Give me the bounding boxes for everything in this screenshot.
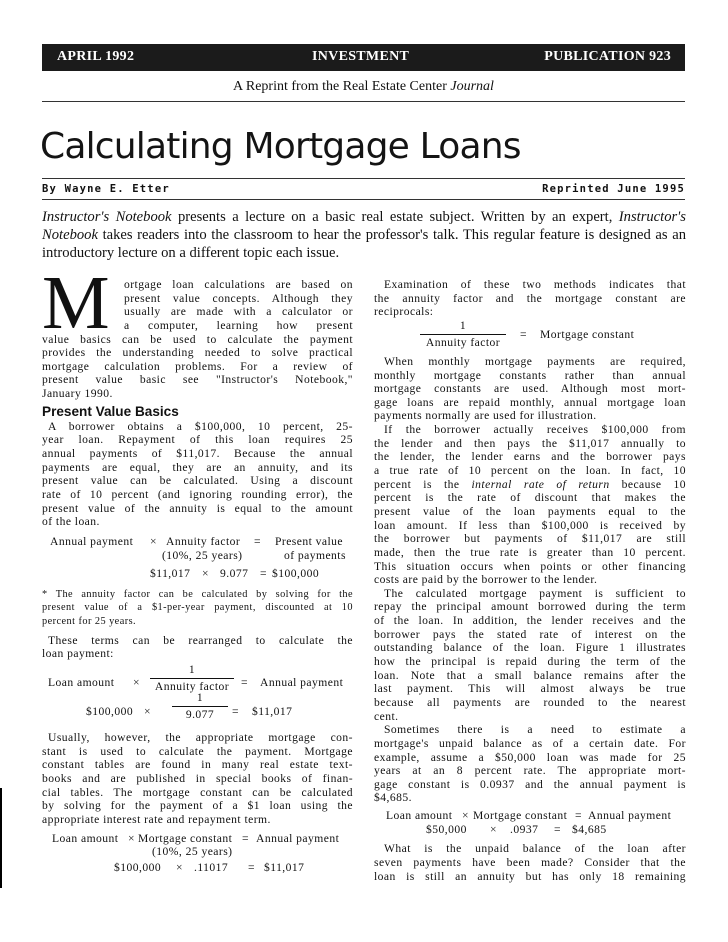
- paragraph: When monthly mortgage payments are required, monthly mortgage constants rather than annual mortgage constants are used. Although most mort- gage loans are repaid monthly, annual mortgage loan payments normally are used for illustration.: [374, 354, 686, 423]
- drop-cap: M: [42, 261, 110, 345]
- reprint-date: Reprinted June 1995: [542, 183, 685, 195]
- footnote: * The annuity factor can be calculated by solving for the present value of a $1-per-year payment, discounted at 10 percent for 25 years.: [42, 588, 353, 628]
- divider: [42, 199, 685, 200]
- issue-date: APRIL 1992: [57, 49, 135, 64]
- left-column: [42, 278, 353, 874]
- paragraph: A borrower obtains a $100,000, 10 percent, 25- year loan. Repayment of this loan requires 25 annual payments of $11,017. Because the annual payments are equal, they are an annuity, and its present value can be calculated. Using a discount rate of 10 percent (and ignoring rounding error), the present value of the annuity is equal to the amount of the loan.: [42, 419, 353, 529]
- page-title: Calculating Mortgage Loans: [40, 126, 521, 167]
- byline: By Wayne E. Etter: [42, 183, 170, 195]
- category-label: INVESTMENT: [312, 49, 410, 64]
- equation-example-payment: Loan amount × Mortgage constant = Annual payment $50,000 × .0937 = $4,685: [386, 809, 672, 836]
- equation-loan-payment: Loan amount × 1 Annuity factor = Annual payment $100,000 × 1 9.077 = $11,017: [48, 663, 344, 721]
- equation-annuity: Annual payment × Annuity factor = Present value (10%, 25 years) of payments $11,017 × 9.077 = $100,000: [50, 534, 346, 581]
- reprint-note: A Reprint from the Real Estate Center Journal: [233, 79, 494, 94]
- divider: [42, 178, 685, 179]
- paragraph: Examination of these two methods indicates that the annuity factor and the mortgage constant are reciprocals:: [374, 278, 686, 319]
- intro-paragraph: Instructor's Notebook presents a lecture on a basic real estate subject. Written by an expert, Instructor's Notebook takes readers into the classroom to hear the professor's talk. This regular feature is designed as an introductory lecture on a different topic each issue.: [42, 209, 686, 261]
- equation-mortgage-constant: Loan amount × Mortgage constant = Annual payment (10%, 25 years) $100,000 × .11017 = $11,017: [52, 831, 340, 874]
- divider: [42, 101, 685, 102]
- paragraph: The calculated mortgage payment is sufficient to repay the principal amount borrowed during the term of the loan. In addition, the lender receives and the borrower pays the stated rate of interest on the outstanding balance of the loan. Figure 1 illustrates how the principal is repaid during the term of the loan. Note that a small balance remains after the last payment. This will almost always be true because all payments are rounded to the nearest cent.: [374, 586, 686, 723]
- header-bar: [42, 44, 685, 71]
- paragraph: Sometimes there is a need to estimate a mortgage's unpaid balance as of a certain date. For example, assume a $50,000 loan was made for 25 years at an 8 percent rate. The appropriate mort- gage constant is 0.0937 and the annual payment is $4,685.: [374, 723, 686, 805]
- paragraph: What is the unpaid balance of the loan after seven payments have been made? Consider that the loan is still an annuity but has only 18 remaining: [374, 842, 686, 883]
- right-column: [374, 278, 686, 883]
- section-heading: Present Value Basics: [42, 403, 179, 419]
- paragraph: ortgage loan calculations are based on present value concepts. Although they usually are made with a calculator or a computer, learning how present value basics can be used to calculate the payment provides the understanding needed to solve practical mortgage calculation problems. For a review of present value basic see "Instructor's Notebook," January 1990.: [42, 278, 353, 401]
- paragraph: These terms can be rearranged to calculate the loan payment:: [42, 633, 353, 661]
- paragraph: If the borrower actually receives $100,000 from the lender and then pays the $11,017 annually to the lender, the lender earns and the borrower pays a true rate of 10 percent on the loan. In fact, 10 percent is the internal rate of return because 10 percent is the rate of discount that makes the present value of the loan payments equal to the loan amount. If less than $100,000 is received by the borrower but payments of $11,017 are still made, then the true rate is greater than 10 percent. This situation occurs when points or other financing costs are paid by the borrower to the lender.: [374, 423, 686, 587]
- paragraph: Usually, however, the appropriate mortgage con- stant is used to calculate the payment. Mortgage constant tables are found in many real estate text- books and are published in special books of finan- cial tables. The mortgage constant can be calculated by solving for the payment of a $1 loan using the appropriate interest rate and repayment term.: [42, 731, 353, 826]
- equation-reciprocal: 1 Annuity factor = Mortgage constant: [374, 319, 686, 351]
- publication-number: PUBLICATION 923: [544, 49, 671, 64]
- margin-mark: [0, 788, 2, 888]
